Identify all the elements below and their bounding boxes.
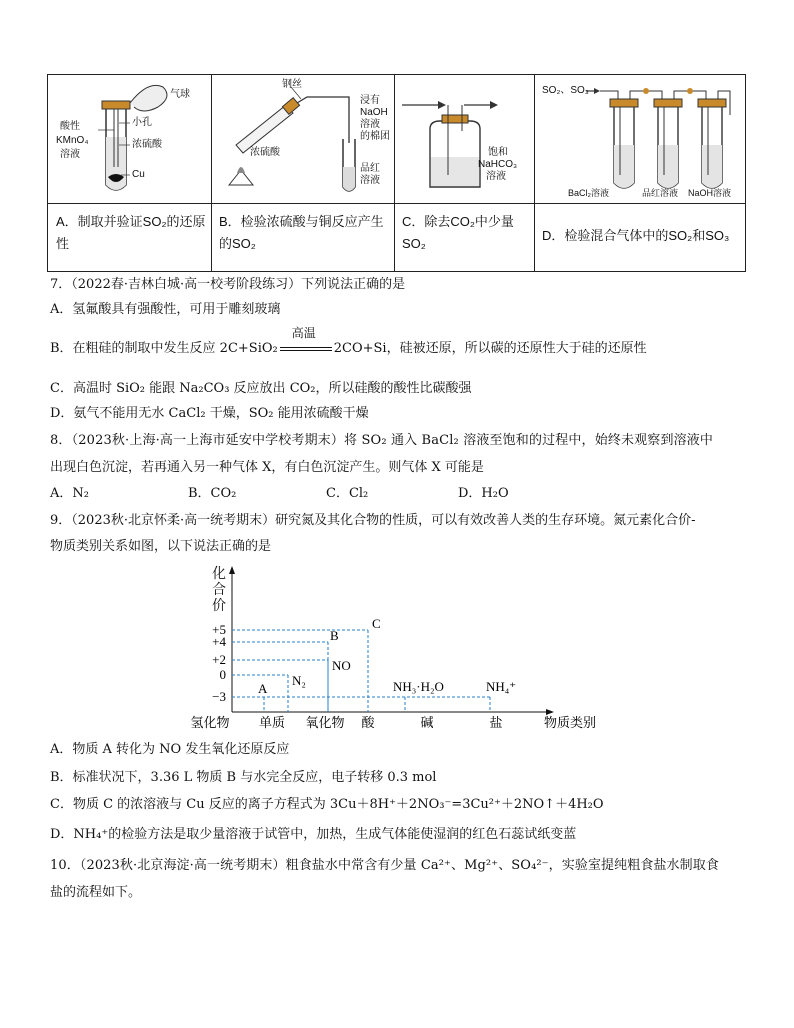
point-label: NH₄⁺ <box>486 679 517 694</box>
q7-b-pre: B．在粗硅的制取中发生反应 2C+SiO₂ <box>50 341 278 356</box>
label-kmno4: KMnO₄ <box>56 135 89 146</box>
label-cu: Cu <box>132 169 145 180</box>
label-solution-c: 溶液 <box>486 171 506 182</box>
point-label: B <box>330 628 339 643</box>
y-tick-label: +2 <box>212 652 226 667</box>
point-label: N₂ <box>292 673 306 688</box>
q8-option-a[interactable]: A．N₂ <box>50 486 89 501</box>
q10-stem-line2: 盐的流程如下。 <box>50 885 142 900</box>
y-axis-label: 化合价 <box>212 566 226 614</box>
caption-c: C．除去CO₂中少量SO₂ <box>402 214 514 251</box>
label-saturated: 饱和 <box>488 147 508 158</box>
q7-option-b[interactable] <box>50 326 647 358</box>
equals-sign <box>280 347 332 351</box>
point-label: NH₃·H₂O <box>393 679 444 694</box>
label-soaked: 溶液 <box>360 119 380 130</box>
point-label: C <box>372 616 381 631</box>
label-soaked: 浸有 <box>360 95 380 106</box>
q7-reaction-arrow <box>278 326 334 358</box>
q9-option-d[interactable]: D．NH₄⁺的检验方法是取少量溶液于试管中，加热，生成气体能使湿润的红色石蕊试纸变蓝 <box>50 827 577 842</box>
caption-d: D．检验混合气体中的SO₂和SO₃ <box>542 228 730 243</box>
label-nahco3: NaHCO₃ <box>478 159 518 170</box>
q7-condition: 高温 <box>291 326 316 340</box>
label-soaked: NaOH <box>360 107 388 118</box>
y-axis-arrow <box>229 566 235 574</box>
q7-option-d[interactable]: D．氨气不能用无水 CaCl₂ 干燥，SO₂ 能用浓硫酸干燥 <box>50 406 369 421</box>
label-naoh: NaOH溶液 <box>688 188 732 198</box>
label-red-d: 品红溶液 <box>642 188 679 198</box>
label-acidic: 酸性 <box>60 121 80 132</box>
q7-option-c[interactable]: C．高温时 SiO₂ 能跟 Na₂CO₃ 反应放出 CO₂，所以硅酸的酸性比碳酸强 <box>50 381 472 396</box>
point-label: NO <box>332 658 351 673</box>
label-red: 品红 <box>360 163 380 174</box>
label-gas: SO₂、SO₃ <box>542 85 589 96</box>
y-tick-label: 0 <box>219 667 226 682</box>
q9-option-a[interactable]: A．物质 A 转化为 NO 发生氧化还原反应 <box>50 742 290 757</box>
diagram-c <box>394 75 534 203</box>
label-wire: 钢丝 <box>282 79 302 90</box>
y-tick-label: +5 <box>212 622 226 637</box>
label-hole: 小孔 <box>132 117 152 128</box>
x-tick-label: 酸 <box>361 715 375 730</box>
caption-a: A．制取并验证SO₂的还原性 <box>56 214 206 251</box>
x-tick-label: 氧化物 <box>305 715 345 730</box>
caption-b: B．检验浓硫酸与铜反应产生的SO₂ <box>219 214 384 251</box>
apparatus-table <box>47 74 746 272</box>
label-acid: 浓硫酸 <box>132 139 162 150</box>
row-divider <box>48 203 745 204</box>
x-tick-label: 碱 <box>420 715 434 730</box>
q8-option-c[interactable]: C．Cl₂ <box>326 486 369 501</box>
x-tick-label: 盐 <box>489 715 503 730</box>
q9-option-b[interactable]: B．标准状况下，3.36 L 物质 B 与水完全反应，电子转移 0.3 mol <box>50 770 437 785</box>
label-acid-b: 浓硫酸 <box>250 147 280 158</box>
valence-category-chart <box>180 562 600 734</box>
label-solution: 溶液 <box>60 149 80 160</box>
y-tick-label: +4 <box>212 634 226 649</box>
q9-stem-line1: 9．（2023秋·北京怀柔·高一统考期末）研究氮及其化合物的性质，可以有效改善人类的生存环境。氮元素化合价- <box>50 513 696 528</box>
q8-stem-line2: 出现白色沉淀，若再通入另一种气体 X，有白色沉淀产生。则气体 X 可能是 <box>50 460 484 475</box>
x-tick-label: 氢化物 <box>190 715 230 730</box>
label-bacl2: BaCl₂溶液 <box>568 188 610 198</box>
q9-stem-line2: 物质类别关系如图，以下说法正确的是 <box>50 539 272 554</box>
label-balloon: 气球 <box>170 89 190 100</box>
y-tick-label: −3 <box>212 689 226 704</box>
q8-option-d[interactable]: D．H₂O <box>458 486 509 501</box>
q8-option-b[interactable]: B．CO₂ <box>188 486 237 501</box>
q7-b-post: 2CO+Si，硅被还原，所以碳的还原性大于硅的还原性 <box>333 341 647 356</box>
label-soaked: 的棉团 <box>360 131 390 142</box>
q8-stem-line1: 8．（2023秋·上海·高一上海市延安中学校考期末）将 SO₂ 通入 BaCl₂ 溶液至饱和的过程中，始终未观察到溶液中 <box>50 433 714 448</box>
label-red: 溶液 <box>360 175 380 186</box>
point-label: A <box>258 681 268 696</box>
x-axis-label: 物质类别 <box>543 715 597 730</box>
q7-option-a[interactable]: A．氢氟酸具有强酸性，可用于雕刻玻璃 <box>50 302 281 317</box>
q7-stem: 7．（2022春·吉林白城·高一校考阶段练习）下列说法正确的是 <box>50 277 406 292</box>
x-tick-label: 单质 <box>258 715 286 730</box>
q9-option-c[interactable]: C．物质 C 的浓溶液与 Cu 反应的离子方程式为 3Cu＋8H⁺＋2NO₃⁻=3Cu²⁺＋2NO↑＋4H₂O <box>50 797 604 812</box>
q10-stem-line1: 10．（2023秋·北京海淀·高一统考期末）粗食盐水中常含有少量 Ca²⁺、Mg²⁺、SO₄²⁻，实验室提纯粗食盐水制取食 <box>50 858 719 873</box>
